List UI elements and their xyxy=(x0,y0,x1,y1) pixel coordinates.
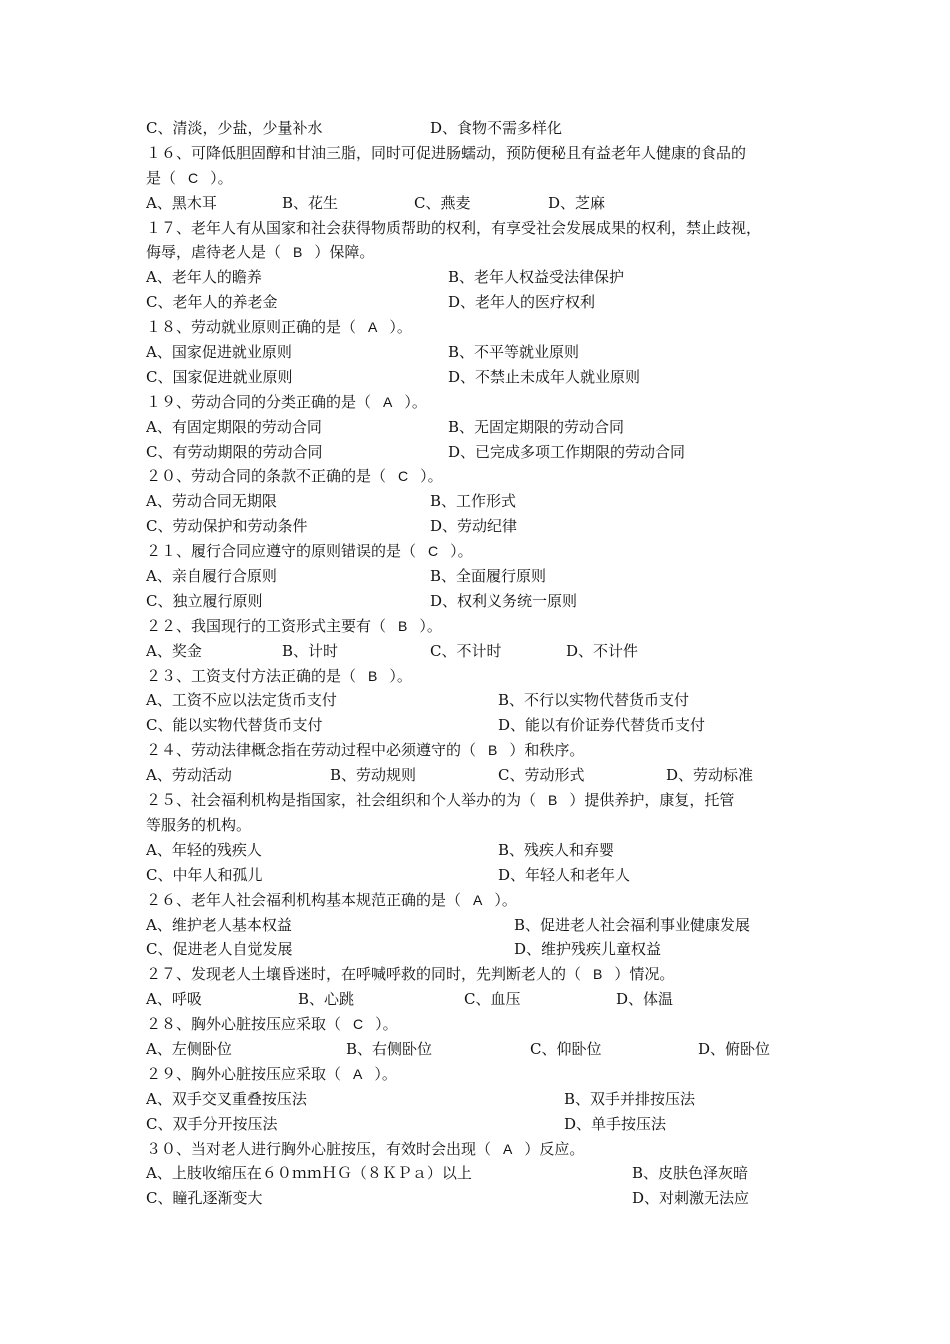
option-a: A、工资不应以法定货币支付 xyxy=(146,691,337,710)
question-line xyxy=(146,216,826,241)
option-b: B、计时 xyxy=(282,641,339,660)
option-b: D、不禁止未成年人就业原则 xyxy=(448,367,641,386)
answer-letter: A xyxy=(503,1140,513,1157)
answer-letter: B xyxy=(488,742,498,759)
question-text: ３０、当对老人进行胸外心脏按压，有效时会出现（ xyxy=(146,1139,492,1158)
options-line xyxy=(146,1037,826,1062)
option-b: D、单手按压法 xyxy=(564,1114,667,1133)
options-line xyxy=(146,1112,826,1137)
question-line xyxy=(146,166,826,191)
question-text-end: ）。 xyxy=(374,1064,397,1083)
question-line xyxy=(146,240,826,265)
question-text: ２０、劳动合同的条款不正确的是（ xyxy=(146,467,387,486)
option-a: A、维护老人基本权益 xyxy=(146,915,292,934)
question-text-end: ）。 xyxy=(420,467,443,486)
option-a: C、促进老人自觉发展 xyxy=(146,940,293,959)
question-text-end: ）。 xyxy=(210,168,233,187)
option-d: D、芝麻 xyxy=(548,193,606,212)
option-b: D、劳动纪律 xyxy=(430,517,518,536)
option-b: B、劳动规则 xyxy=(330,766,417,785)
option-a: C、双手分开按压法 xyxy=(146,1114,278,1133)
options-line xyxy=(146,838,826,863)
question-line xyxy=(146,888,826,913)
question-text: １８、劳动就业原则正确的是（ xyxy=(146,318,357,337)
option-c: C、劳动形式 xyxy=(498,766,585,785)
option-c: C、燕麦 xyxy=(414,193,471,212)
option-b: D、权利义务统一原则 xyxy=(430,591,578,610)
question-line xyxy=(146,464,826,489)
answer-letter: C xyxy=(428,543,439,560)
option-c: C、仰卧位 xyxy=(530,1039,602,1058)
options-line xyxy=(146,1087,826,1112)
option-a: A、国家促进就业原则 xyxy=(146,343,292,362)
answer-letter: C xyxy=(353,1016,364,1033)
options-line xyxy=(146,639,826,664)
option-d: D、劳动标准 xyxy=(666,766,754,785)
question-text-end: ）和秩序。 xyxy=(509,741,585,760)
option-d: D、不计件 xyxy=(566,641,639,660)
question-text: ２３、工资支付方法正确的是（ xyxy=(146,666,357,685)
question-line xyxy=(146,788,826,813)
options-line xyxy=(146,440,826,465)
question-text: ２６、老年人社会福利机构基本规范正确的是（ xyxy=(146,890,462,909)
question-line xyxy=(146,141,826,166)
option-b: B、右侧卧位 xyxy=(346,1039,433,1058)
question-text: ２４、劳动法律概念指在劳动过程中必须遵守的（ xyxy=(146,741,477,760)
option-b: B、全面履行原则 xyxy=(430,567,547,586)
question-text-end: ）反应。 xyxy=(524,1139,585,1158)
options-line xyxy=(146,514,826,539)
option-b: B、不行以实物代替货币支付 xyxy=(498,691,690,710)
question-text: 等服务的机构。 xyxy=(146,815,252,834)
options-line xyxy=(146,415,826,440)
question-text-end: ）。 xyxy=(389,318,412,337)
option-b: D、维护残疾儿童权益 xyxy=(514,940,662,959)
question-line xyxy=(146,813,826,838)
options-line xyxy=(146,340,826,365)
options-line xyxy=(146,1161,826,1186)
question-text: ２１、履行合同应遵守的原则错误的是（ xyxy=(146,542,417,561)
option-a: A、双手交叉重叠按压法 xyxy=(146,1089,307,1108)
question-line xyxy=(146,1012,826,1037)
answer-letter: B xyxy=(548,792,558,809)
question-text-end: ）。 xyxy=(450,542,473,561)
question-line xyxy=(146,1062,826,1087)
options-line xyxy=(146,688,826,713)
option-b: B、促进老人社会福利事业健康发展 xyxy=(514,915,751,934)
answer-letter: C xyxy=(398,468,409,485)
answer-letter: B xyxy=(368,667,378,684)
option-b: B、无固定期限的劳动合同 xyxy=(448,417,625,436)
option-a: A、奖金 xyxy=(146,641,202,660)
option-a: A、呼吸 xyxy=(146,990,202,1009)
option-b: D、食物不需多样化 xyxy=(430,119,563,137)
option-b: B、双手并排按压法 xyxy=(564,1089,696,1108)
option-d: D、俯卧位 xyxy=(698,1039,771,1058)
option-c: C、不计时 xyxy=(430,641,502,660)
answer-letter: A xyxy=(368,319,378,336)
options-line xyxy=(146,290,826,315)
options-line xyxy=(146,116,826,141)
options-line xyxy=(146,365,826,390)
question-text: １７、老年人有从国家和社会获得物质帮助的权利，有享受社会发展成果的权利，禁止歧视， xyxy=(146,218,762,237)
option-b: B、工作形式 xyxy=(430,492,517,511)
options-line xyxy=(146,589,826,614)
question-line xyxy=(146,614,826,639)
options-line xyxy=(146,191,826,216)
question-text-end: ）。 xyxy=(494,890,517,909)
question-line xyxy=(146,738,826,763)
answer-letter: B xyxy=(398,617,408,634)
options-line xyxy=(146,713,826,738)
question-text: 侮辱，虐待老人是（ xyxy=(146,243,282,262)
option-b: D、年轻人和老年人 xyxy=(498,865,631,884)
option-b: B、不平等就业原则 xyxy=(448,343,580,362)
question-text: １６、可降低胆固醇和甘油三脂，同时可促进肠蠕动，预防便秘且有益老年人健康的食品的 xyxy=(146,143,747,162)
question-text: ２８、胸外心脏按压应采取（ xyxy=(146,1015,342,1034)
option-a: A、亲自履行合原则 xyxy=(146,567,277,586)
option-a: A、劳动合同无期限 xyxy=(146,492,277,511)
question-text-end: ）。 xyxy=(389,666,412,685)
question-line xyxy=(146,1137,826,1162)
question-line xyxy=(146,539,826,564)
option-b: D、老年人的医疗权利 xyxy=(448,293,596,312)
question-text-end: ）。 xyxy=(375,1015,398,1034)
option-d: D、体温 xyxy=(616,990,674,1009)
option-b: B、老年人权益受法律保护 xyxy=(448,268,625,287)
option-a: C、中年人和孤儿 xyxy=(146,865,263,884)
option-a: C、能以实物代替货币支付 xyxy=(146,716,323,735)
options-line xyxy=(146,937,826,962)
question-text: ２７、发现老人土壤昏迷时，在呼喊呼救的同时，先判断老人的（ xyxy=(146,965,582,984)
option-b: B、皮肤色泽灰暗 xyxy=(632,1164,749,1183)
option-a: A、老年人的瞻养 xyxy=(146,268,262,287)
option-b: D、已完成多项工作期限的劳动合同 xyxy=(448,442,686,461)
question-line xyxy=(146,315,826,340)
options-line xyxy=(146,913,826,938)
answer-letter: B xyxy=(293,244,303,261)
question-text: １９、劳动合同的分类正确的是（ xyxy=(146,392,372,411)
option-b: D、能以有价证券代替货币支付 xyxy=(498,716,706,735)
option-a: C、有劳动期限的劳动合同 xyxy=(146,442,323,461)
option-b: D、对刺激无法应 xyxy=(632,1189,750,1208)
question-text-end: ）。 xyxy=(404,392,427,411)
question-text-end: ）。 xyxy=(419,616,442,635)
answer-letter: A xyxy=(473,891,483,908)
options-line xyxy=(146,265,826,290)
option-a: C、老年人的养老金 xyxy=(146,293,278,312)
option-b: B、心跳 xyxy=(298,990,355,1009)
option-a: A、上肢收缩压在６０ｍｍＨＧ（８ＫＰａ）以上 xyxy=(146,1164,472,1183)
option-a: A、黑木耳 xyxy=(146,193,217,212)
question-text: ２２、我国现行的工资形式主要有（ xyxy=(146,616,387,635)
document-page xyxy=(146,116,826,1211)
option-a: A、左侧卧位 xyxy=(146,1039,232,1058)
question-text-end: ）保障。 xyxy=(314,243,375,262)
option-a: C、瞳孔逐渐变大 xyxy=(146,1189,263,1208)
answer-letter: B xyxy=(593,966,603,983)
options-line xyxy=(146,863,826,888)
question-text: 是（ xyxy=(146,168,177,187)
option-c: C、血压 xyxy=(464,990,521,1009)
answer-letter: A xyxy=(383,393,393,410)
question-text-end: ）提供养护，康复，托管 xyxy=(569,791,735,810)
question-text: ２５、社会福利机构是指国家，社会组织和个人举办的为（ xyxy=(146,791,537,810)
options-line xyxy=(146,564,826,589)
option-a: A、有固定期限的劳动合同 xyxy=(146,417,322,436)
option-a: A、年轻的残疾人 xyxy=(146,840,262,859)
option-a: C、劳动保护和劳动条件 xyxy=(146,517,308,536)
option-a: C、清淡，少盐，少量补水 xyxy=(146,119,323,137)
answer-letter: A xyxy=(353,1065,363,1082)
options-line xyxy=(146,987,826,1012)
option-a: A、劳动活动 xyxy=(146,766,232,785)
question-text-end: ）情况。 xyxy=(614,965,675,984)
answer-letter: C xyxy=(188,169,199,186)
option-b: B、花生 xyxy=(282,193,339,212)
question-line xyxy=(146,390,826,415)
options-line xyxy=(146,763,826,788)
options-line xyxy=(146,1186,826,1211)
option-a: C、国家促进就业原则 xyxy=(146,367,293,386)
question-line xyxy=(146,962,826,987)
option-b: B、残疾人和弃婴 xyxy=(498,840,615,859)
question-text: ２９、胸外心脏按压应采取（ xyxy=(146,1064,342,1083)
option-a: C、独立履行原则 xyxy=(146,591,263,610)
question-line xyxy=(146,664,826,689)
options-line xyxy=(146,489,826,514)
